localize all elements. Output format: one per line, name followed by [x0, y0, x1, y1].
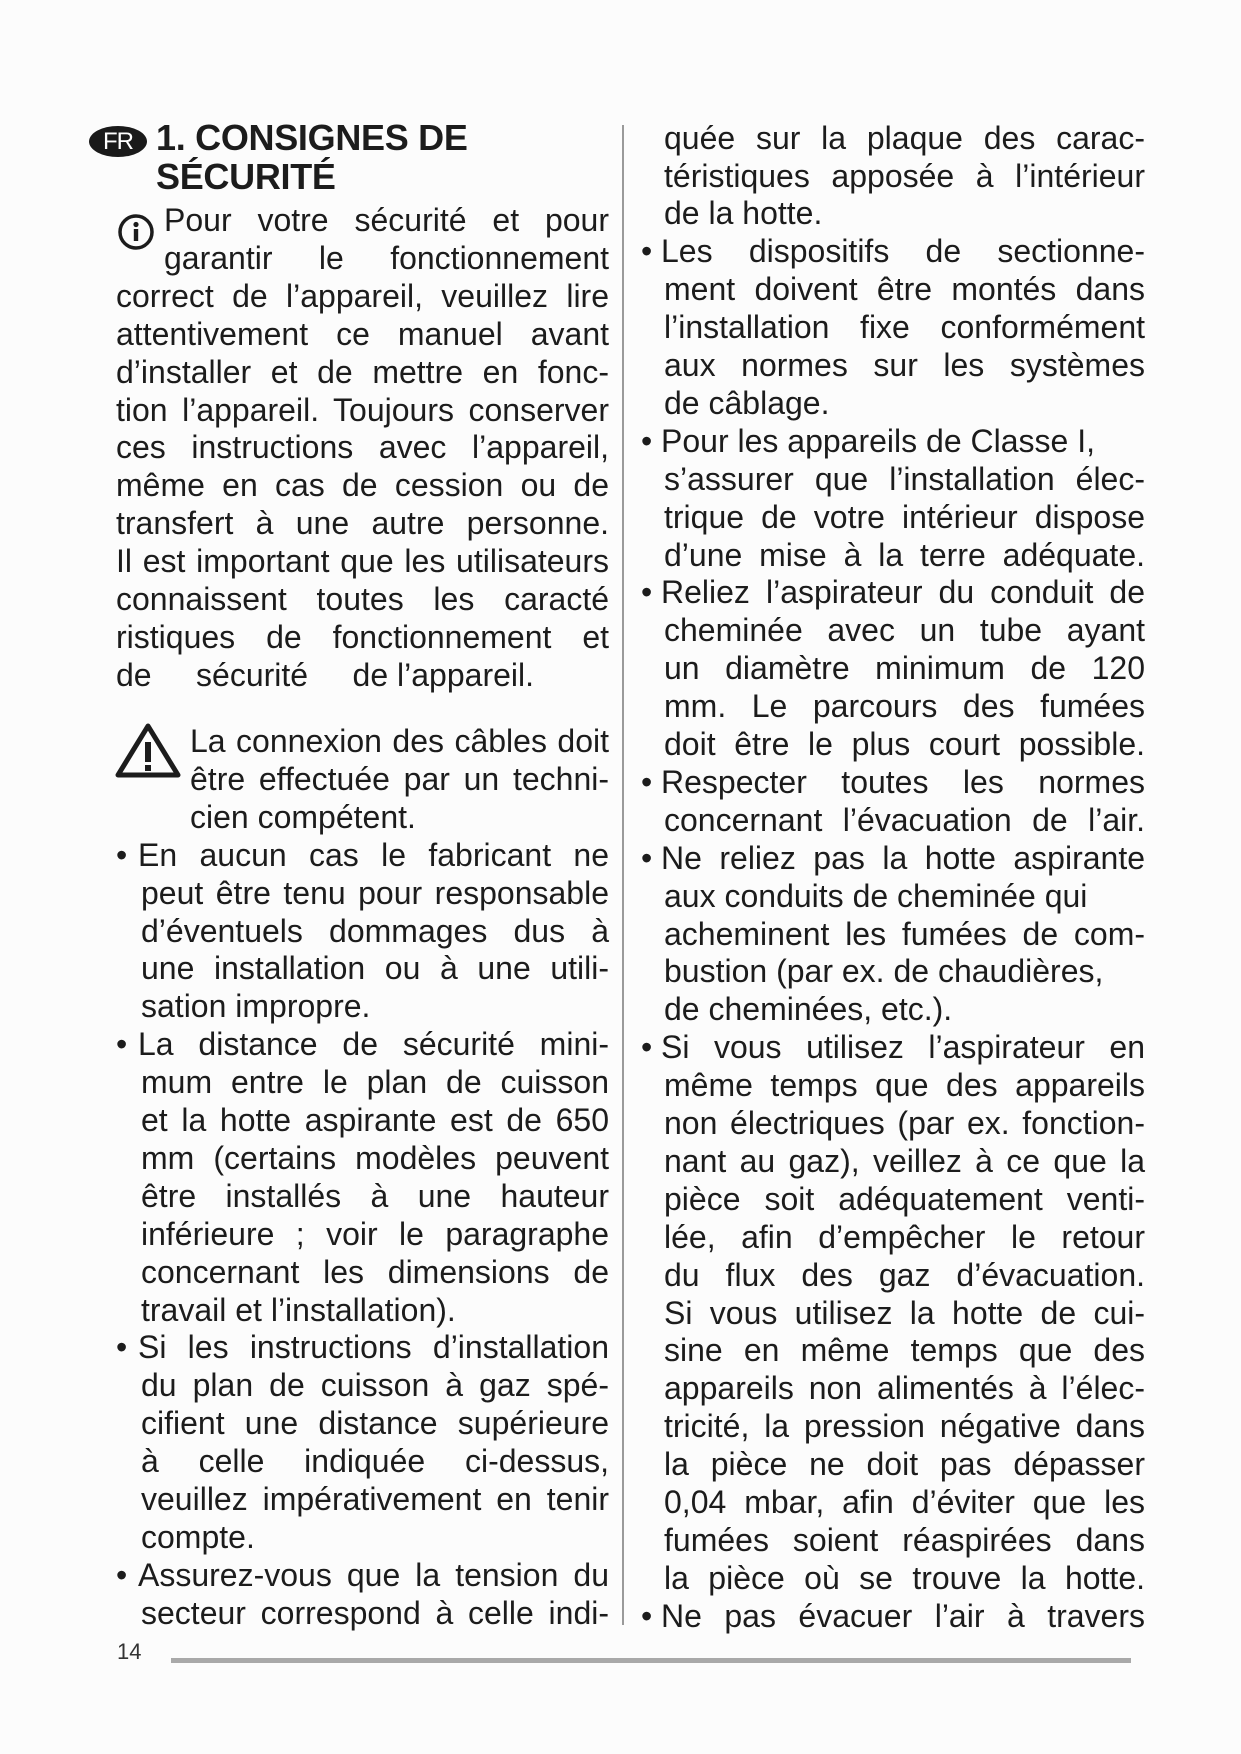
- text-line-content: s’assurer que l’installation élec-: [664, 460, 1145, 497]
- text-line-content: fumées soient réaspirées dans: [664, 1521, 1145, 1558]
- text-line: [664, 1066, 1145, 1104]
- text-line: [190, 722, 609, 760]
- text-line-content: la pièce où se trouve la hotte.: [664, 1559, 1145, 1596]
- text-line: [116, 656, 609, 694]
- text-line: [138, 1328, 609, 1366]
- footer-rule: [171, 1658, 1131, 1663]
- text-line-content: Si vous utilisez la hotte de cui-: [664, 1294, 1145, 1331]
- text-line: [141, 1404, 609, 1442]
- text-line: [661, 573, 1145, 611]
- text-line-content: d’une mise à la terre adéquate.: [664, 536, 1145, 573]
- text-line-content: la pièce ne doit pas dépasser: [664, 1446, 1145, 1483]
- text-line-content: non électriques (par ex. fonction-: [664, 1105, 1145, 1141]
- text-line-content: du plan de cuisson à gaz spé-: [141, 1367, 609, 1404]
- text-line-content: En aucun cas le fabricant ne: [138, 836, 609, 873]
- text-line: [664, 194, 1145, 232]
- text-line: [116, 466, 609, 504]
- text-line: [141, 1101, 609, 1139]
- text-line-content: La distance de sécurité mini-: [138, 1026, 609, 1063]
- text-line: [116, 315, 609, 353]
- text-line-content: Les dispositifs de sectionne-: [661, 233, 1145, 270]
- text-line-content: Si vous utilisez l’aspirateur en: [661, 1029, 1145, 1066]
- text-line-content: cheminée avec un tube ayant: [664, 612, 1145, 649]
- text-line: [661, 1597, 1145, 1635]
- text-line-content: et la hotte aspirante est de 650: [141, 1102, 609, 1138]
- text-line: [664, 157, 1145, 195]
- text-line-content: La connexion des câbles doit: [190, 723, 609, 759]
- text-line: [141, 1366, 609, 1404]
- text-line: [116, 504, 609, 542]
- bullet-marker: •: [116, 1026, 128, 1063]
- bullet-marker: •: [641, 233, 653, 270]
- text-line: [141, 1177, 609, 1215]
- text-line: [141, 1480, 609, 1518]
- language-badge: FR: [89, 126, 147, 157]
- text-line-content: ces instructions avec l’appareil,: [116, 429, 609, 466]
- text-line: [164, 201, 609, 239]
- text-line-content: Respecter toutes les normes: [661, 763, 1145, 800]
- text-line-content: concernant les dimensions de: [141, 1253, 609, 1290]
- column-divider: [622, 125, 624, 1625]
- text-line: [664, 1218, 1145, 1256]
- text-line: [141, 1253, 609, 1291]
- text-line: [141, 874, 609, 912]
- text-line: [664, 687, 1145, 725]
- text-line: [664, 1256, 1145, 1294]
- text-line: [664, 536, 1145, 574]
- text-line-content: mm. Le parcours des fumées: [664, 688, 1145, 725]
- warning-triangle-icon: [115, 722, 181, 778]
- text-line: [664, 915, 1145, 953]
- text-line-content: Ne pas évacuer l’air à travers: [661, 1597, 1145, 1634]
- text-line: [138, 1025, 609, 1063]
- text-line: [664, 1331, 1145, 1369]
- text-line: [664, 1483, 1145, 1521]
- text-line-content: sine en même temps que des: [664, 1332, 1145, 1369]
- info-circle-icon: [117, 213, 155, 251]
- text-line: [664, 1445, 1145, 1483]
- text-line-content: pièce soit adéquatement venti-: [664, 1180, 1145, 1217]
- text-line-content: compte.: [141, 1518, 255, 1555]
- text-line-content: peut être tenu pour responsable: [141, 874, 609, 911]
- text-line-content: Si les instructions d’installation: [138, 1329, 609, 1366]
- text-line: [141, 1063, 609, 1101]
- text-line: [664, 952, 1145, 990]
- text-line-content: une installation ou à une utili-: [141, 950, 609, 987]
- text-line-content: Ne reliez pas la hotte aspirante: [661, 839, 1145, 876]
- text-line-content: de câblage.: [664, 384, 830, 421]
- text-line-content: à celle indiquée ci-dessus,: [141, 1443, 609, 1480]
- text-line-content: même temps que des appareils: [664, 1067, 1145, 1104]
- text-line: [190, 760, 609, 798]
- text-line: [664, 270, 1145, 308]
- bullet-marker: •: [641, 1597, 653, 1634]
- text-line-content: 0,04 mbar, afin d’éviter que les: [664, 1484, 1145, 1520]
- bullet-marker: •: [641, 763, 653, 800]
- text-line: [141, 1442, 609, 1480]
- text-line: [664, 1180, 1145, 1218]
- bullet-marker: •: [116, 1329, 128, 1366]
- text-line-content: inférieure ; voir le paragraphe: [141, 1215, 609, 1252]
- text-line: [664, 801, 1145, 839]
- text-line: [141, 1291, 609, 1329]
- text-line: [661, 422, 1145, 460]
- text-line-content: garantir le fonctionnement: [164, 239, 609, 276]
- text-line-content: de la hotte.: [664, 195, 823, 232]
- text-line: [141, 1518, 609, 1556]
- text-line-content: Il est important que les utilisateurs: [116, 543, 609, 580]
- text-line-content: même en cas de cession ou de: [116, 467, 609, 504]
- page-number: 14: [117, 1639, 142, 1664]
- text-line: [664, 1369, 1145, 1407]
- text-line: [664, 1521, 1145, 1559]
- text-line: [664, 119, 1145, 157]
- text-line: [664, 308, 1145, 346]
- text-line-content: tricité, la pression négative dans: [664, 1408, 1145, 1445]
- text-line-content: bustion (par ex. de chaudières,: [664, 953, 1104, 990]
- text-line: [141, 949, 609, 987]
- text-line-content: un diamètre minimum de 120: [664, 650, 1145, 687]
- text-line-content: sation impropre.: [141, 988, 371, 1025]
- text-line-content: Pour les appareils de Classe I,: [661, 422, 1095, 459]
- text-line-content: être effectuée par un techni-: [190, 760, 609, 797]
- text-line: [141, 912, 609, 950]
- text-line: [661, 232, 1145, 270]
- text-line: [664, 384, 1145, 422]
- text-line: [138, 1556, 609, 1594]
- text-line-content: secteur correspond à celle indi-: [141, 1594, 609, 1631]
- text-line: [661, 1028, 1145, 1066]
- text-line: [664, 877, 1145, 915]
- text-line: [141, 987, 609, 1025]
- text-line: [116, 618, 609, 656]
- text-line: [664, 649, 1145, 687]
- text-line-content: doit être le plus court possible.: [664, 726, 1145, 762]
- text-line-content: téristiques apposée à l’intérieur: [664, 157, 1145, 194]
- text-line-content: d’éventuels dommages dus à: [141, 912, 609, 949]
- text-line: [664, 346, 1145, 384]
- text-line: [664, 1142, 1145, 1180]
- text-line-content: veuillez impérativement en tenir: [141, 1481, 609, 1517]
- text-line: [164, 239, 609, 277]
- text-line-content: attentivement ce manuel avant: [116, 315, 609, 352]
- text-line-content: transfert à une autre personne.: [116, 505, 609, 542]
- text-line-content: aux normes sur les systèmes: [664, 347, 1145, 383]
- text-line: [116, 428, 609, 466]
- text-line-content: du flux des gaz d’évacuation.: [664, 1256, 1145, 1293]
- text-line: [664, 1407, 1145, 1445]
- text-line-content: acheminent les fumées de com-: [664, 915, 1145, 952]
- text-line-content: ristiques de fonctionnement et: [116, 618, 609, 655]
- text-line-content: d’installer et de mettre en fonc-: [116, 353, 609, 390]
- text-line-content: de sécurité de l’appareil.: [116, 656, 534, 693]
- text-line: [116, 580, 609, 618]
- section-title-line-2: SÉCURITÉ: [156, 156, 336, 197]
- text-line: [116, 542, 609, 580]
- text-line: [141, 1594, 609, 1632]
- text-line-content: Reliez l’aspirateur du conduit de: [661, 574, 1145, 611]
- bullet-marker: •: [641, 839, 653, 876]
- text-line: [664, 611, 1145, 649]
- text-line-content: mm (certains modèles peuvent: [141, 1139, 609, 1176]
- text-line-content: cifient une distance supérieure: [141, 1405, 609, 1442]
- text-line-content: Pour votre sécurité et pour: [164, 202, 609, 238]
- text-line: [116, 391, 609, 429]
- text-line-content: ment doivent être montés dans: [664, 271, 1145, 308]
- text-line-content: quée sur la plaque des carac-: [664, 119, 1145, 156]
- text-line: [141, 1215, 609, 1253]
- text-line: [116, 277, 609, 315]
- text-line-content: cien compétent.: [190, 798, 416, 835]
- text-line: [664, 1559, 1145, 1597]
- text-line-content: travail et l’installation).: [141, 1291, 456, 1328]
- text-line-content: lée, afin d’empêcher le retour: [664, 1218, 1145, 1255]
- text-line-content: connaissent toutes les caracté: [116, 581, 609, 617]
- bullet-marker: •: [116, 836, 128, 873]
- text-line: [664, 725, 1145, 763]
- text-line-content: Assurez-vous que la tension du: [138, 1556, 609, 1593]
- text-line: [661, 839, 1145, 877]
- text-line-content: nant au gaz), veillez à ce que la: [664, 1142, 1145, 1179]
- bullet-marker: •: [641, 422, 653, 459]
- text-line: [661, 763, 1145, 801]
- text-line: [664, 460, 1145, 498]
- bullet-marker: •: [641, 1029, 653, 1066]
- text-line: [664, 990, 1145, 1028]
- text-line-content: mum entre le plan de cuisson: [141, 1064, 609, 1101]
- text-line-content: de cheminées, etc.).: [664, 991, 953, 1028]
- text-line-content: concernant l’évacuation de l’air.: [664, 801, 1145, 838]
- text-line: [664, 1294, 1145, 1332]
- text-line-content: l’installation fixe conformément: [664, 309, 1145, 346]
- text-line-content: aux conduits de cheminée qui: [664, 877, 1088, 914]
- bullet-marker: •: [116, 1556, 128, 1593]
- text-line: [138, 836, 609, 874]
- section-title-line-1: 1. CONSIGNES DE: [156, 117, 468, 158]
- text-line-content: correct de l’appareil, veuillez lire: [116, 277, 609, 314]
- text-line: [141, 1139, 609, 1177]
- text-line: [664, 498, 1145, 536]
- text-line-content: être installés à une hauteur: [141, 1177, 609, 1214]
- text-line: [664, 1104, 1145, 1142]
- text-line-content: trique de votre intérieur dispose: [664, 498, 1145, 535]
- text-line-content: appareils non alimentés à l’élec-: [664, 1370, 1145, 1407]
- text-line: [116, 353, 609, 391]
- text-line: [190, 798, 609, 836]
- text-line-content: tion l’appareil. Toujours conserver: [116, 391, 609, 428]
- bullet-marker: •: [641, 574, 653, 611]
